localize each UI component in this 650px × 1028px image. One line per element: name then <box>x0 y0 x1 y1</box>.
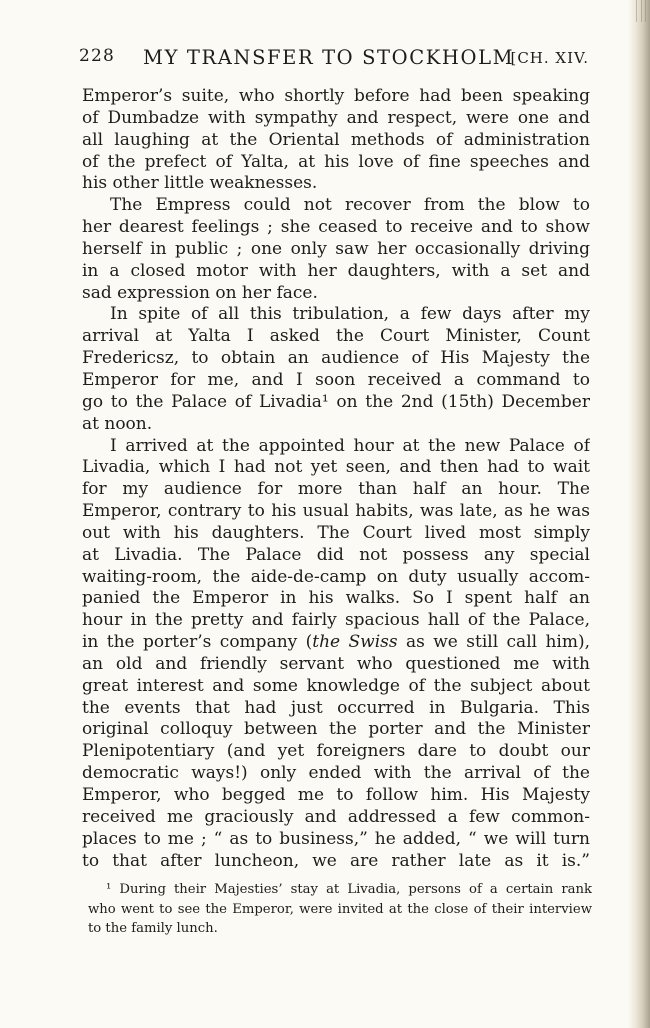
text-line: Livadia, which I had not yet seen, and then had to wait <box>82 457 590 478</box>
text-line: hour in the pretty and fairly spacious hall of the Palace, <box>82 610 590 631</box>
text-line: The Empress could not recover from the blow to <box>110 195 590 216</box>
text-line: the events that had just occurred in Bulgaria. This <box>82 697 590 718</box>
chapter-reference: [CH. XIV. <box>510 49 589 67</box>
page-edge <box>628 0 650 1028</box>
page-edge-line <box>645 0 646 22</box>
text-line: all laughing at the Oriental methods of administration <box>82 129 590 150</box>
page-edge-line <box>641 0 642 22</box>
text-line: for my audience for more than half an hour. The <box>82 479 590 500</box>
text-line: received me graciously and addressed a few common- <box>82 806 590 827</box>
text-line: sad expression on her face. <box>82 282 318 303</box>
text-line: Emperor’s suite, who shortly before had been speaking <box>82 86 590 106</box>
page-edge-line <box>636 0 637 22</box>
text-line: out with his daughters. The Court lived most simply <box>82 522 590 543</box>
text-line: to that after luncheon, we are rather late as it is.” <box>82 850 590 871</box>
text-line: panied the Emperor in his walks. So I spent half an <box>82 588 590 609</box>
text-line: in the porter’s company (the Swiss as we still call him), <box>82 632 590 653</box>
text-line: In spite of all this tribulation, a few days after my <box>110 304 590 325</box>
body-text <box>82 86 590 872</box>
running-header <box>79 46 589 74</box>
footnote <box>88 880 592 939</box>
text-line: of the prefect of Yalta, at his love of fine speeches and <box>82 151 590 172</box>
page-number: 228 <box>79 46 116 66</box>
text-line: of Dumbadze with sympathy and respect, were one and <box>82 107 590 128</box>
text-line: at noon. <box>82 413 153 434</box>
text-line: go to the Palace of Livadia¹ on the 2nd (15th) December <box>82 391 590 412</box>
text-line: great interest and some knowledge of the subject about <box>82 675 590 696</box>
text-line: Plenipotentiary (and yet foreigners dare to doubt our <box>82 741 590 762</box>
text-line: original colloquy between the porter and the Minister <box>82 719 590 740</box>
text-line: her dearest feelings ; she ceased to receive and to show <box>82 217 590 238</box>
text-line: in a closed motor with her daughters, with a set and <box>82 260 590 281</box>
text-line: arrival at Yalta I asked the Court Minister, Count <box>82 326 590 347</box>
footnote-line: ¹ During their Majesties’ stay at Livadia, persons of a certain rank <box>106 882 592 897</box>
text-line: at Livadia. The Palace did not possess any special <box>82 544 590 565</box>
text-line: an old and friendly servant who questioned me with <box>82 653 590 674</box>
text-line: herself in public ; one only saw her occasionally driving <box>82 238 590 259</box>
text-line: his other little weaknesses. <box>82 173 318 194</box>
text-line: waiting-room, the aide-de-camp on duty usually accom- <box>82 566 590 587</box>
italic-phrase: the Swiss <box>312 632 398 653</box>
footnote-line: who went to see the Emperor, were invited at the close of their interview <box>88 901 592 917</box>
text-line: democratic ways!) only ended with the arrival of the <box>82 763 590 784</box>
text-line: Emperor for me, and I soon received a command to <box>82 369 590 390</box>
text-line: places to me ; “ as to business,” he added, “ we will turn <box>82 828 590 849</box>
text-line: I arrived at the appointed hour at the new Palace of <box>110 435 590 456</box>
running-title: MY TRANSFER TO STOCKHOLM <box>143 46 515 69</box>
text-line: Emperor, who begged me to follow him. His Majesty <box>82 785 590 805</box>
footnote-line: to the family lunch. <box>88 921 218 936</box>
text-line: Emperor, contrary to his usual habits, was late, as he was <box>82 501 590 522</box>
text-line: Fredericsz, to obtain an audience of His Majesty the <box>82 348 590 369</box>
